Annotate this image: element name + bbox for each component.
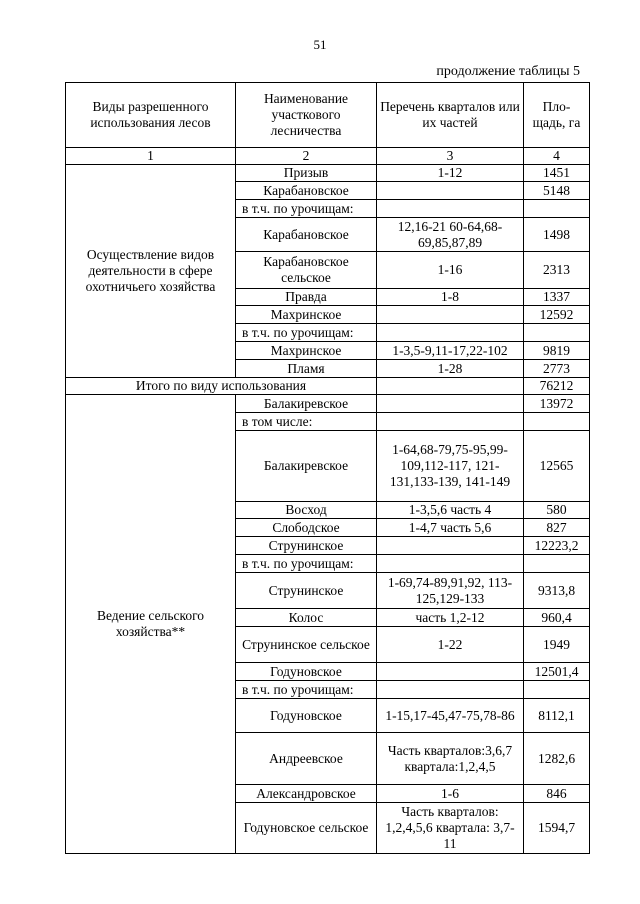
forestry-cell: Пламя xyxy=(236,360,377,378)
area-cell: 5148 xyxy=(524,182,590,200)
header-cell-use-type: Виды разрешенного использования лесов xyxy=(66,83,236,148)
quarters-cell xyxy=(377,537,524,555)
forestry-cell: Годуновское xyxy=(236,663,377,681)
area-cell: 1282,6 xyxy=(524,733,590,785)
quarters-cell: 1-3,5-9,11-17,22-102 xyxy=(377,342,524,360)
area-cell: 2773 xyxy=(524,360,590,378)
forestry-cell: Восход xyxy=(236,502,377,519)
page-number: 51 xyxy=(313,37,327,52)
forestry-cell: Балакиревское xyxy=(236,431,377,502)
area-cell: 1498 xyxy=(524,218,590,252)
forestry-cell: Махринское xyxy=(236,342,377,360)
column-number: 4 xyxy=(524,148,590,165)
forestry-subheading: в том числе: xyxy=(236,413,377,431)
forestry-cell: Карабановское xyxy=(236,218,377,252)
area-cell xyxy=(524,324,590,342)
column-number-row xyxy=(66,148,590,165)
area-cell xyxy=(524,413,590,431)
quarters-cell: Часть кварталов:3,6,7 квартала:1,2,4,5 xyxy=(377,733,524,785)
use-type-cell: Осуществление видов деятельности в сфере охотничьего хозяйства xyxy=(66,165,236,378)
area-cell: 13972 xyxy=(524,395,590,413)
quarters-cell xyxy=(377,182,524,200)
area-cell: 2313 xyxy=(524,252,590,289)
total-label: Итого по виду использования xyxy=(66,378,377,395)
forestry-subheading: в т.ч. по урочищам: xyxy=(236,681,377,699)
forestry-cell: Призыв xyxy=(236,165,377,182)
area-cell: 846 xyxy=(524,785,590,803)
forestry-cell: Александровское xyxy=(236,785,377,803)
area-cell: 827 xyxy=(524,519,590,537)
quarters-cell xyxy=(377,555,524,573)
quarters-cell: 1-3,5,6 часть 4 xyxy=(377,502,524,519)
quarters-cell: 1-69,74-89,91,92, 113-125,129-133 xyxy=(377,573,524,609)
area-cell: 9313,8 xyxy=(524,573,590,609)
table-row xyxy=(66,165,590,182)
forestry-subheading: в т.ч. по урочищам: xyxy=(236,200,377,218)
area-cell: 12223,2 xyxy=(524,537,590,555)
quarters-cell: 1-16 xyxy=(377,252,524,289)
forestry-cell: Слободское xyxy=(236,519,377,537)
quarters-cell: 1-4,7 часть 5,6 xyxy=(377,519,524,537)
quarters-cell xyxy=(377,681,524,699)
quarters-cell: 1-64,68-79,75-95,99-109,112-117, 121-131,133-139, 141-149 xyxy=(377,431,524,502)
area-cell xyxy=(524,681,590,699)
quarters-cell xyxy=(377,413,524,431)
area-cell: 960,4 xyxy=(524,609,590,627)
forestry-subheading: в т.ч. по урочищам: xyxy=(236,324,377,342)
forestry-cell: Правда xyxy=(236,289,377,306)
table-header-row xyxy=(66,83,590,148)
forestry-cell: Годуновское xyxy=(236,699,377,733)
table-row xyxy=(66,395,590,413)
area-cell: 1451 xyxy=(524,165,590,182)
forestry-cell: Струнинское сельское xyxy=(236,627,377,663)
column-number: 1 xyxy=(66,148,236,165)
table-caption: продолжение таблицы 5 xyxy=(436,64,580,79)
area-cell: 1949 xyxy=(524,627,590,663)
area-cell: 12501,4 xyxy=(524,663,590,681)
forestry-cell: Струнинское xyxy=(236,537,377,555)
quarters-cell xyxy=(377,395,524,413)
forestry-cell: Карабановское xyxy=(236,182,377,200)
area-cell: 9819 xyxy=(524,342,590,360)
forestry-cell: Годуновское сельское xyxy=(236,803,377,854)
header-cell-area: Пло-щадь, га xyxy=(524,83,590,148)
area-cell: 580 xyxy=(524,502,590,519)
area-cell: 1337 xyxy=(524,289,590,306)
forestry-cell: Балакиревское xyxy=(236,395,377,413)
forestry-cell: Струнинское xyxy=(236,573,377,609)
quarters-cell xyxy=(377,306,524,324)
quarters-cell: 1-22 xyxy=(377,627,524,663)
forestry-cell: Колос xyxy=(236,609,377,627)
quarters-cell: 1-8 xyxy=(377,289,524,306)
header-cell-quarters: Перечень кварталов или их частей xyxy=(377,83,524,148)
quarters-cell xyxy=(377,378,524,395)
quarters-cell: 1-15,17-45,47-75,78-86 xyxy=(377,699,524,733)
forestry-cell: Андреевское xyxy=(236,733,377,785)
total-area: 76212 xyxy=(524,378,590,395)
use-type-cell: Ведение сельского хозяйства** xyxy=(66,395,236,854)
header-cell-forestry: Наименование участкового лесничества xyxy=(236,83,377,148)
area-cell: 12592 xyxy=(524,306,590,324)
quarters-cell: 1-12 xyxy=(377,165,524,182)
area-cell: 12565 xyxy=(524,431,590,502)
quarters-cell: часть 1,2-12 xyxy=(377,609,524,627)
quarters-cell: 12,16-21 60-64,68-69,85,87,89 xyxy=(377,218,524,252)
quarters-cell: Часть кварталов: 1,2,4,5,6 квартала: 3,7-11 xyxy=(377,803,524,854)
area-cell xyxy=(524,200,590,218)
forestry-cell: Махринское xyxy=(236,306,377,324)
forestry-subheading: в т.ч. по урочищам: xyxy=(236,555,377,573)
area-cell: 1594,7 xyxy=(524,803,590,854)
total-row xyxy=(66,378,590,395)
quarters-cell: 1-28 xyxy=(377,360,524,378)
quarters-cell: 1-6 xyxy=(377,785,524,803)
quarters-cell xyxy=(377,324,524,342)
forestry-cell: Карабановское сельское xyxy=(236,252,377,289)
column-number: 2 xyxy=(236,148,377,165)
column-number: 3 xyxy=(377,148,524,165)
quarters-cell xyxy=(377,200,524,218)
forest-use-table xyxy=(65,82,590,854)
area-cell xyxy=(524,555,590,573)
quarters-cell xyxy=(377,663,524,681)
area-cell: 8112,1 xyxy=(524,699,590,733)
